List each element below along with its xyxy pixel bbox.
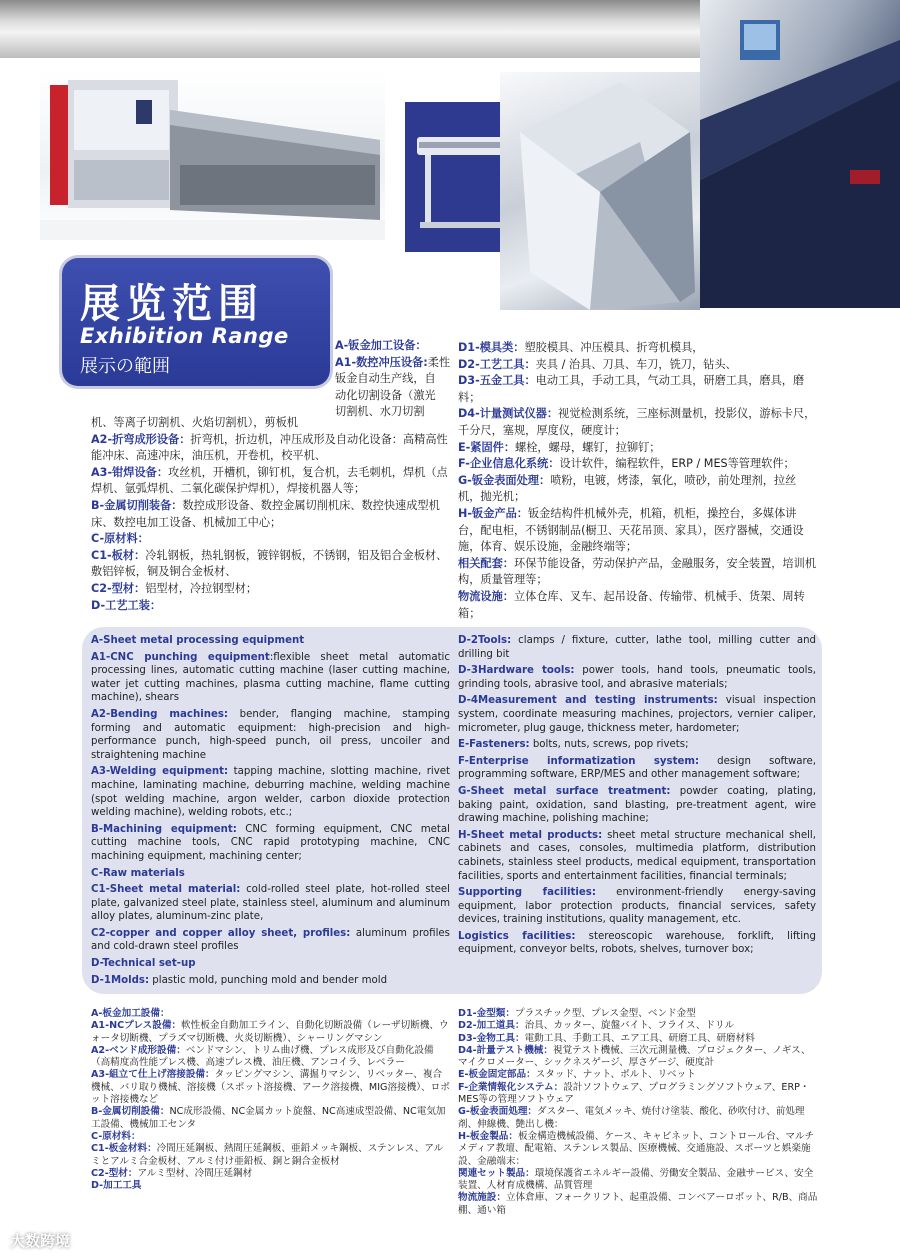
jp-item: D2-加工道具：治具、カッター、旋盤バイト、フライス、ドリル bbox=[458, 1020, 735, 1032]
en-item: C2-copper and copper alloy sheet, profiles: aluminum profiles and cold-drawn steel profiles bbox=[91, 927, 450, 953]
en-left-column bbox=[91, 634, 450, 990]
zh-item: D1-模具类：塑胶模具、冲压模具、折弯机模具， bbox=[458, 341, 704, 354]
zh-item: 物流设施：立体仓库、叉车、起吊设备、传输带、机械手、货架、周转箱； bbox=[458, 589, 805, 620]
jp-item: G-板金表面処理：ダスター、電気メッキ、焼付け塗装、酸化、砂吹付け、前処理剤、伸線機、艶出し機： bbox=[458, 1106, 805, 1130]
zh-item: D-工艺工装： bbox=[91, 598, 162, 612]
jp-item: A3-組立て仕上げ溶接設備：タッピングマシン、溝掘りマシン、リベッター、複合機械、バリ取り機械、溶接機（スポット溶接機、アーク溶接機、MIG溶接機）、ロボット溶接機など bbox=[91, 1069, 450, 1106]
jp-right-column bbox=[458, 1008, 818, 1217]
en-item: E-Fasteners: bolts, nuts, screws, pop rivets; bbox=[458, 739, 689, 751]
zh-item: D2-工艺工具：夹具 / 治具、刀具、车刀，铣刀，钻头、 bbox=[458, 357, 737, 371]
jp-item: E-板金固定部品：スタッド、ナット、ボルト、リベット bbox=[458, 1069, 696, 1081]
zh-item: B-金属切削装备：数控成形设备、数控金属切削机床、数控快速成型机床、数控电加工设备、机械加工中心； bbox=[91, 498, 440, 529]
watermark-logo-text: 大数跨境 bbox=[10, 1232, 71, 1250]
jp-item: F-企業情報化システム：設計ソフトウェア、プログラミングソフトウェア、ERP・MES等の管理ソフトウェア bbox=[458, 1081, 810, 1106]
jp-item: C2-型材：アルミ型材、冷間圧延鋼材 bbox=[91, 1167, 253, 1179]
jp-item: D-加工工具 bbox=[91, 1180, 142, 1192]
jp-item: B-金属切削設備：NC成形設備、NC金属カット旋盤、NC高速成型設備、NC電気加工設備、機械加工センタ bbox=[91, 1106, 446, 1130]
en-item: D-Technical set-up bbox=[91, 958, 196, 970]
zh-a-label: A-钣金加工设备： bbox=[335, 339, 427, 352]
header-metal-band bbox=[0, 0, 700, 58]
metal-profile-photo bbox=[500, 72, 700, 310]
zh-right-column bbox=[458, 340, 818, 622]
zh-item: C1-板材：冷轧钢板，热轧钢板，镀锌钢板，不锈钢，铝及铝合金板材、敷铝锌板，铜及铜合金板材、 bbox=[91, 548, 448, 579]
en-item: F-Enterprise informatization system: design software, programming software, ERP/MES and other management software; bbox=[458, 755, 816, 781]
zh-item: E-紧固件：螺栓，螺母，螺钉，拉铆钉； bbox=[458, 440, 661, 454]
zh-item: H-钣金产品：钣金结构件机械外壳，机箱，机柜，操控台，多媒体讲台，配电柜，不锈钢制品(橱卫、天花吊顶、家具），医疗器械，交通设施，体育、娱乐设施，金融终端等； bbox=[458, 506, 804, 554]
laser-cutting-machine-photo bbox=[40, 70, 385, 240]
zh-a1-text-5: 机、等离子切割机、火焰切割机），剪板机 bbox=[91, 416, 298, 429]
zh-item: F-企业信息化系统：设计软件，编程软件，ERP / MES等管理软件； bbox=[458, 457, 795, 471]
jp-item: H-板金製品：板金構造機械設備、ケース、キャビネット、コントロール台、マルチメディア教壇、配電箱、ステンレス製品、医療機械、交通施設、スポーツと娯楽施設、金融端末： bbox=[458, 1130, 815, 1167]
title-chinese: 展览范围 bbox=[80, 281, 264, 327]
jp-left-column bbox=[91, 1008, 451, 1192]
zh-a1-text-4: 切割机、水刀切割 bbox=[335, 405, 425, 419]
en-item: C1-Sheet metal material: cold-rolled steel plate, hot-rolled steel plate, galvanized steel plate, stainless steel, aluminum and aluminum alloy plates, aluminum-zinc plate, bbox=[91, 884, 451, 923]
jp-item: A2-ベンド成形設備：ベンドマシン、トリム曲げ機、プレス成形及び自動化設備（高精度高性能プレス機、高速プレス機、油圧機、アンコイラ、レベラー bbox=[91, 1044, 434, 1069]
zh-item: D4-计量测试仪器：视觉检测系统，三座标测量机，投影仪，游标卡尺，千分尺，塞规，厚度仪，硬度计； bbox=[458, 407, 816, 437]
zh-item: C-原材料： bbox=[91, 532, 149, 546]
en-item: D-2Tools: clamps / fixture, cutter, lathe tool, milling cutter and drilling bit bbox=[458, 635, 816, 660]
en-right-column bbox=[458, 634, 816, 960]
jp-item: A1-NCプレス設備：軟性板金自動加工ライン、自動化切断設備（レーザ切断機、ウォータ切断機、プラズマ切断機、火炎切断機）、シャーリングマシン bbox=[91, 1020, 449, 1044]
zh-left-column bbox=[91, 415, 451, 614]
en-item: A2-Bending machines: bender, flanging machine, stamping forming and automatic equipment: high-precision and high-performance punch, high-speed punch, oil press, uncoiler and straightening machine bbox=[91, 708, 450, 761]
zh-item: 相关配套：环保节能设备，劳动保护产品，金融服务，安全装置，培训机构，质量管理等； bbox=[458, 556, 817, 587]
jp-item: C1-板金材料：冷間圧延鋼板、熱間圧延鋼板、亜鉛メッキ鋼板、ステンレス、アルミとアルミ合金板材、アルミ付け亜鉛板、銅と銅合金板材 bbox=[91, 1143, 444, 1167]
jp-item: D4-計量テスト機械：視覚テスト機械、三次元測量機、プロジェクター、ノギス、マイクロメーター、シックネスゲージ、厚さゲージ、硬度計 bbox=[458, 1044, 811, 1069]
jp-item: D1-金型類：プラスチック型、プレス金型、ベンド金型 bbox=[458, 1008, 696, 1019]
title-japanese: 展示の範囲 bbox=[80, 356, 170, 377]
zh-item: A3-钳焊设备：攻丝机，开槽机，铆钉机，复合机，去毛刺机，焊机（点焊机、氩弧焊机、二氧化碳保护焊机），焊接机器人等； bbox=[91, 465, 448, 496]
jp-item: D3-金物工具：電動工具、手動工具、エア工具、研磨工具、研磨材料 bbox=[458, 1032, 755, 1044]
en-item: C-Raw materials bbox=[91, 867, 185, 879]
en-item: A-Sheet metal processing equipment bbox=[91, 635, 305, 646]
en-item: B-Machining equipment: CNC forming equipment, CNC metal cutting machine tools, CNC rapid prototyping machine, CNC machining equipment, machining center; bbox=[91, 823, 450, 862]
zh-a1-label: A1-数控冲压设备: bbox=[335, 355, 428, 369]
en-item: H-Sheet metal products: sheet metal structure mechanical shell, cabinets and cases, consoles, multimedia platform, distribution cabinets, stainless steel products, medical equipment, transportation facilities, sports and entertainment facilities, financial terminals; bbox=[458, 829, 816, 882]
title-english: Exhibition Range bbox=[80, 324, 289, 348]
en-item: A3-Welding equipment: tapping machine, slotting machine, rivet machine, laminating machine, deburring machine, welding machine (spot welding machine, argon welder, carbon dioxide protection welding machine), welding robots, etc.; bbox=[91, 766, 451, 819]
en-item: Logistics facilities: stereoscopic warehouse, forklift, lifting equipment, conveyor belts, robots, shelves, turnover box; bbox=[458, 930, 816, 956]
zh-item: C2-型材：铝型材，冷拉钢型材； bbox=[91, 581, 258, 595]
jp-item: A-板金加工設備： bbox=[91, 1008, 170, 1019]
zh-a-head bbox=[335, 338, 453, 421]
zh-item: D3-五金工具：电动工具，手动工具，气动工具，研磨工具，磨具，磨料； bbox=[458, 374, 805, 404]
jp-item: C-原材料： bbox=[91, 1130, 141, 1142]
en-item: Supporting facilities: environment-friendly energy-saving equipment, labor protection products, financial services, safety devices, training institutions, quality management, etc. bbox=[458, 887, 816, 926]
press-brake-machine-photo bbox=[700, 0, 900, 308]
zh-item: A2-折弯成形设备：折弯机，折边机，冲压成形及自动化设备：高精高性能冲床、高速冲床，油压机，开卷机，校平机、 bbox=[91, 432, 448, 463]
en-item: D-4Measurement and testing instruments: visual inspection system, coordinate measuring machines, projectors, vernier caliper, micrometer, plug gauge, thickness meter, hardometer; bbox=[458, 695, 816, 734]
en-item: D-1Molds: plastic mold, punching mold and bender mold bbox=[91, 974, 388, 986]
zh-a1-text-2: 钣金自动生产线，自 bbox=[335, 372, 436, 386]
en-item: G-Sheet metal surface treatment: powder coating, plating, baking paint, oxidation, sand blasting, pre-treatment agent, wire drawing machine, polishing machine; bbox=[458, 785, 816, 825]
zh-item: G-钣金表面处理：喷粉，电镀，烤漆，氧化，喷砂，前处理剂，拉丝机，抛光机； bbox=[458, 473, 797, 504]
en-item: A1-CNC punching equipment:flexible sheet metal automatic processing lines, automatic cutting machine (laser cutting machine, water jet cutting machines, plasma cutting machine, flame cutting machine), shears bbox=[91, 651, 450, 704]
zh-a1-text-3: 动化切割设备（激光 bbox=[335, 388, 436, 402]
jp-item: 関連セット製品：環境保護省エネルギー設備、労働安全製品、金融サービス、安全装置、人材育成機構、品質管理 bbox=[458, 1167, 814, 1192]
en-item: D-3Hardware tools: power tools, hand tools, pneumatic tools, grinding tools, abrasive tool, and abrasive materials; bbox=[458, 665, 816, 690]
jp-item: 物流施設：立体倉庫、フォークリフト、起重設備、コンベアーロボット、R/B、商品棚、通い箱 bbox=[458, 1192, 818, 1216]
zh-a1-text-1: 柔性 bbox=[427, 355, 451, 369]
